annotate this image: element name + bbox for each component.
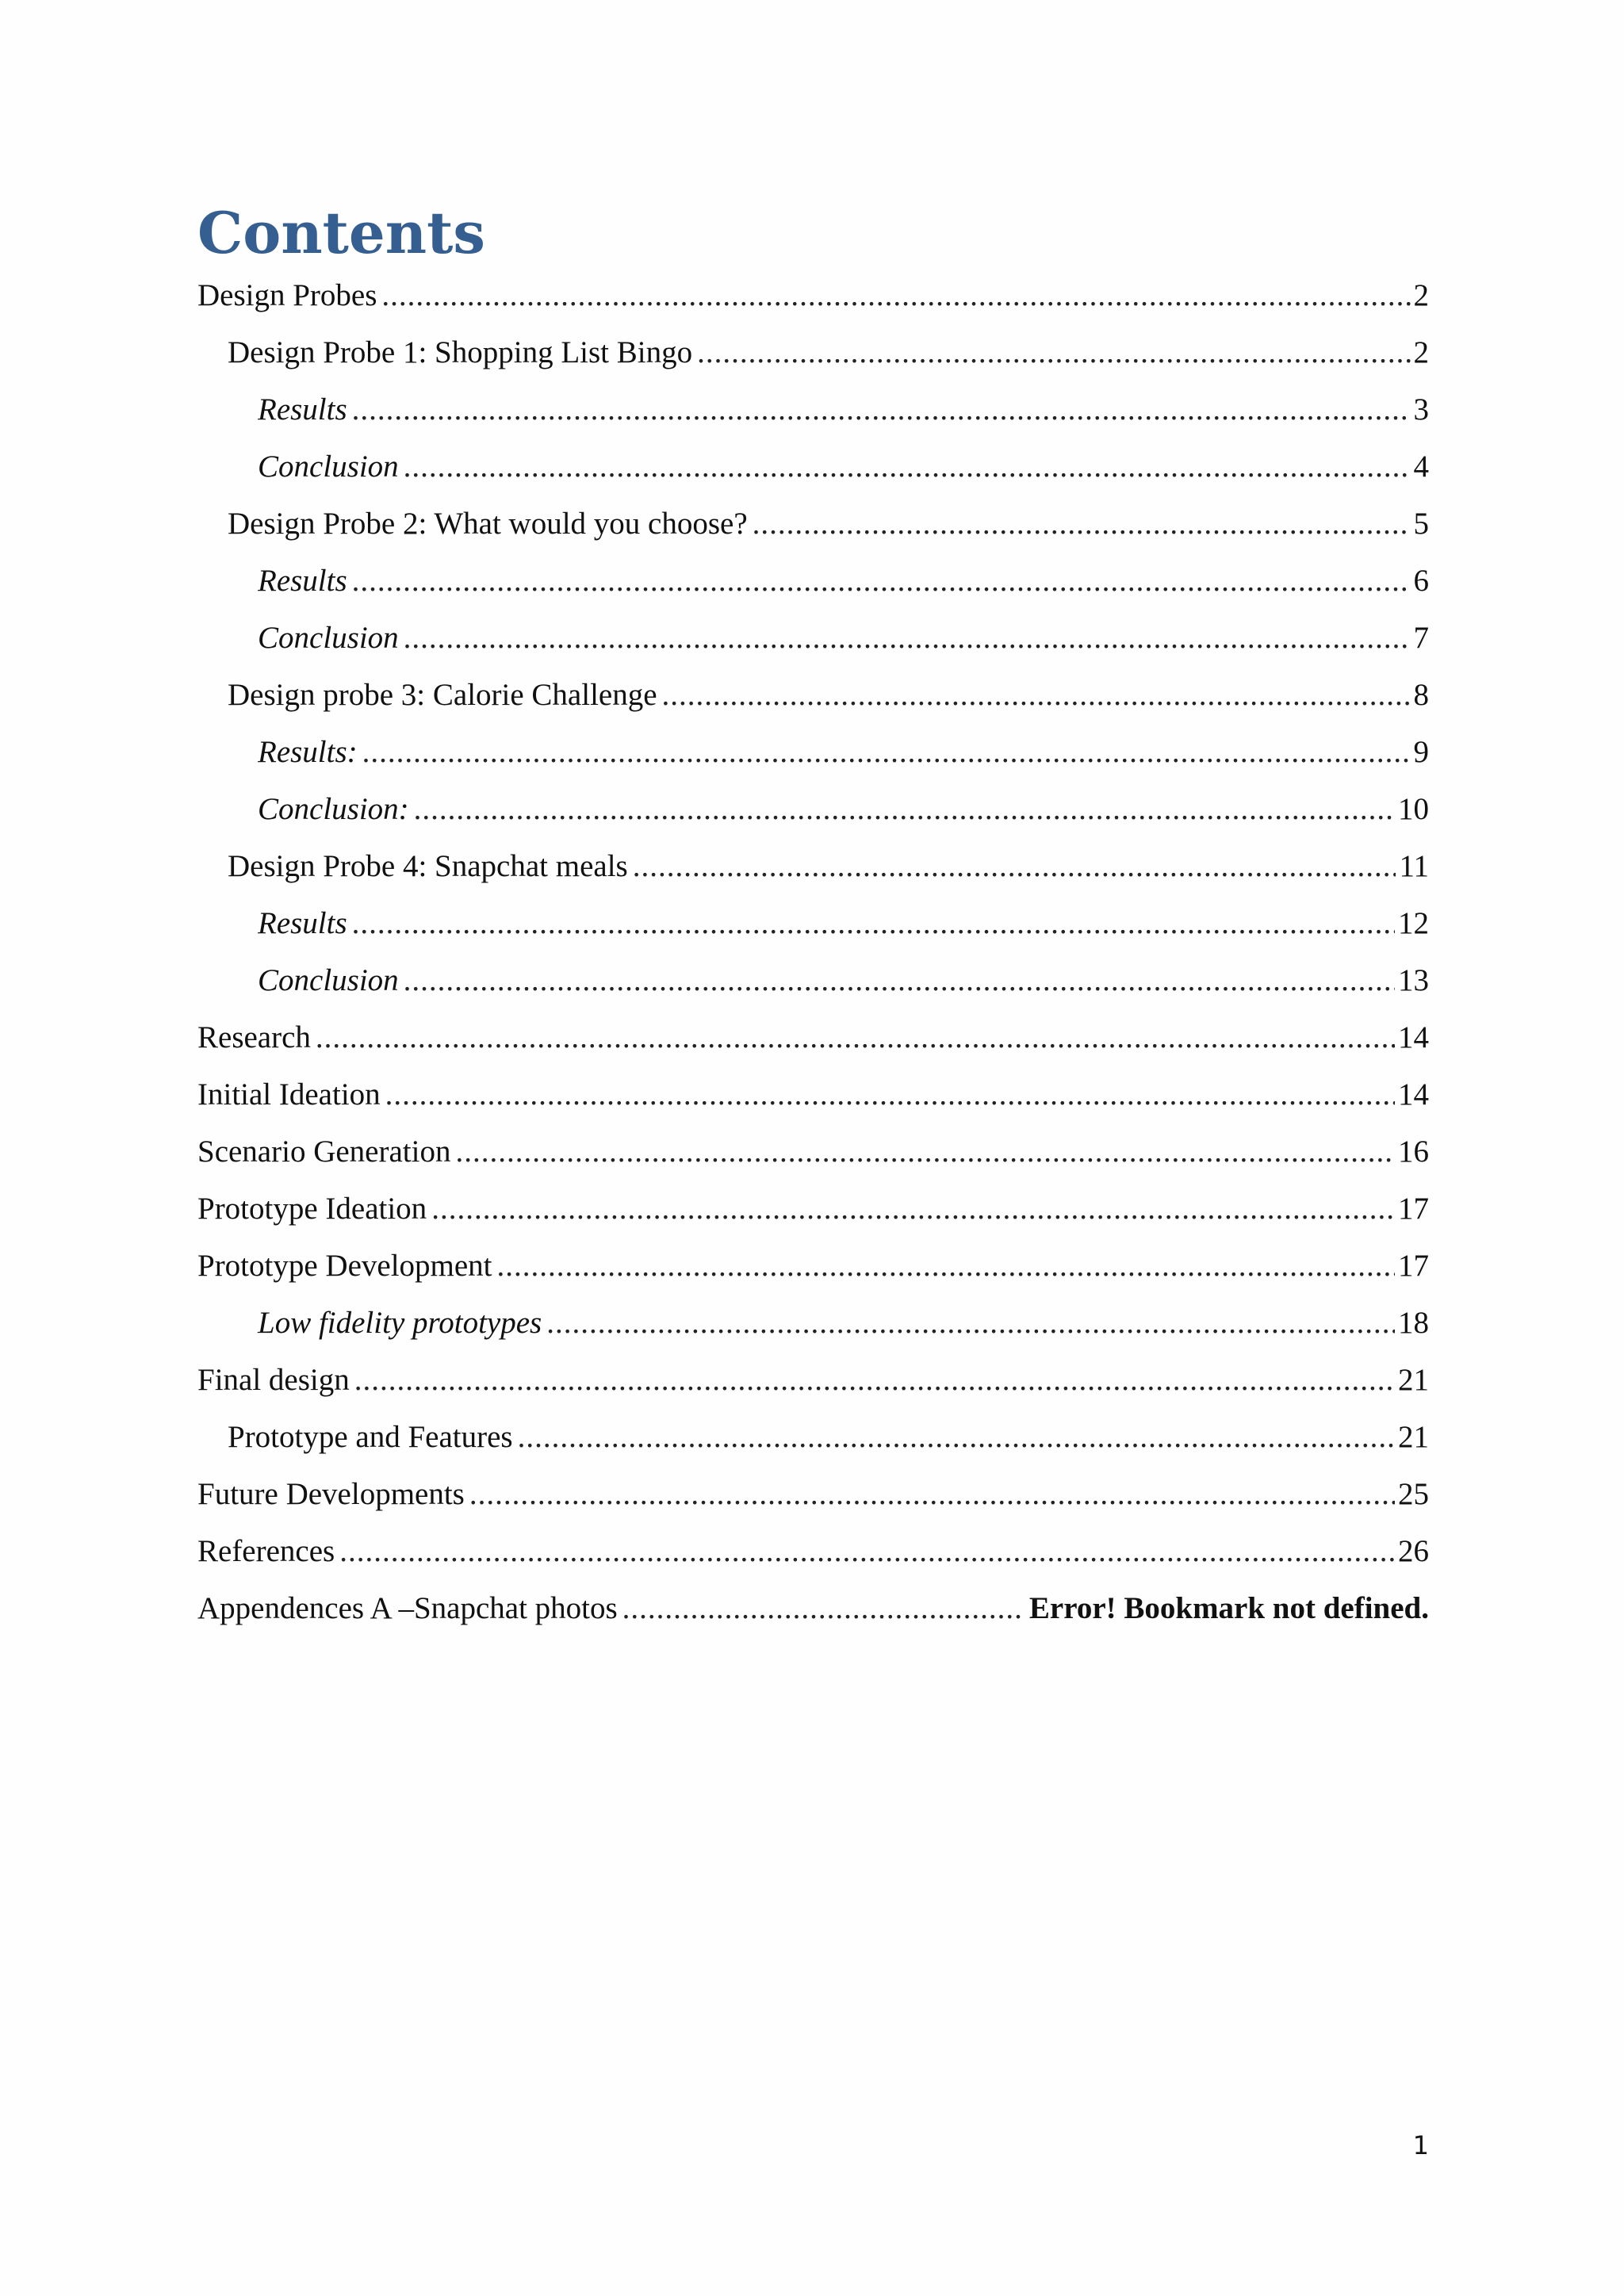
toc-entry[interactable] xyxy=(197,1009,1429,1066)
toc-entry-label: Prototype Development xyxy=(197,1249,492,1283)
toc-dot-leader xyxy=(518,1409,1395,1466)
toc-entry-label: Design Probes xyxy=(197,278,377,312)
table-of-contents xyxy=(197,267,1429,1637)
toc-entry[interactable] xyxy=(197,1409,1429,1466)
toc-dot-leader xyxy=(385,1066,1395,1123)
toc-dot-leader xyxy=(316,1009,1395,1066)
toc-dot-leader xyxy=(352,381,1411,438)
toc-dot-leader xyxy=(662,667,1411,724)
toc-dot-leader xyxy=(546,1295,1395,1352)
toc-dot-leader xyxy=(354,1352,1395,1409)
toc-dot-leader xyxy=(469,1466,1395,1523)
toc-entry-label: Scenario Generation xyxy=(197,1135,451,1169)
toc-dot-leader xyxy=(352,553,1411,610)
toc-dot-leader xyxy=(404,610,1411,667)
toc-entry[interactable] xyxy=(197,1523,1429,1580)
toc-entry[interactable] xyxy=(197,952,1429,1009)
toc-entry[interactable] xyxy=(197,1295,1429,1352)
toc-entry-label: Final design xyxy=(197,1363,350,1397)
toc-entry-page-number: 13 xyxy=(1398,963,1429,997)
toc-entry[interactable] xyxy=(197,553,1429,610)
toc-entry-label: Prototype and Features xyxy=(228,1420,513,1454)
toc-entry-label: References xyxy=(197,1534,335,1568)
toc-entry[interactable] xyxy=(197,1066,1429,1123)
contents-heading: Contents xyxy=(197,199,485,266)
toc-entry-label: Conclusion xyxy=(258,621,399,655)
toc-dot-leader xyxy=(753,496,1411,553)
toc-entry-page-number: 6 xyxy=(1413,564,1429,598)
toc-entry-label: Results: xyxy=(258,735,358,769)
toc-entry[interactable] xyxy=(197,1580,1429,1637)
toc-entry-page-number: 17 xyxy=(1398,1249,1429,1283)
toc-entry[interactable] xyxy=(197,895,1429,952)
toc-entry-label: Appendences A –Snapchat photos xyxy=(197,1591,618,1625)
toc-entry-page-number: 8 xyxy=(1413,678,1429,712)
toc-entry[interactable] xyxy=(197,610,1429,667)
toc-dot-leader xyxy=(622,1580,1023,1637)
toc-entry-page-number: 21 xyxy=(1398,1420,1429,1454)
toc-entry[interactable] xyxy=(197,381,1429,438)
toc-entry-label: Initial Ideation xyxy=(197,1077,381,1112)
toc-entry[interactable] xyxy=(197,1123,1429,1181)
toc-entry-label: Design Probe 4: Snapchat meals xyxy=(228,849,628,883)
toc-entry-page-number: 2 xyxy=(1413,278,1429,312)
toc-dot-leader xyxy=(381,267,1410,324)
toc-entry-page-number: 2 xyxy=(1413,335,1429,369)
toc-entry-label: Results xyxy=(258,906,347,940)
toc-entry-label: Prototype Ideation xyxy=(197,1192,427,1226)
toc-dot-leader xyxy=(352,895,1395,952)
toc-entry-page-number: 5 xyxy=(1413,507,1429,541)
toc-entry-page-number: 7 xyxy=(1413,621,1429,655)
toc-entry-page-number: 16 xyxy=(1398,1135,1429,1169)
toc-dot-leader xyxy=(404,952,1395,1009)
toc-entry-page-number: 25 xyxy=(1398,1477,1429,1511)
toc-entry-page-number: 11 xyxy=(1399,849,1429,883)
toc-dot-leader xyxy=(362,724,1411,781)
toc-entry-page-number: 14 xyxy=(1398,1020,1429,1054)
toc-dot-leader xyxy=(404,438,1411,496)
page-number: 1 xyxy=(1412,2130,1429,2160)
toc-dot-leader xyxy=(339,1523,1395,1580)
toc-entry-page-number: 3 xyxy=(1413,392,1429,427)
toc-entry[interactable] xyxy=(197,667,1429,724)
toc-entry[interactable] xyxy=(197,267,1429,324)
toc-entry-error-message: Error! Bookmark not defined. xyxy=(1028,1591,1429,1625)
toc-entry[interactable] xyxy=(197,438,1429,496)
toc-dot-leader xyxy=(414,781,1395,838)
toc-entry-label: Design Probe 2: What would you choose? xyxy=(228,507,748,541)
toc-entry-page-number: 4 xyxy=(1413,450,1429,484)
toc-entry-label: Conclusion xyxy=(258,450,399,484)
toc-entry-label: Design probe 3: Calorie Challenge xyxy=(228,678,657,712)
toc-dot-leader xyxy=(431,1181,1395,1238)
toc-entry[interactable] xyxy=(197,324,1429,381)
toc-dot-leader xyxy=(697,324,1410,381)
toc-dot-leader xyxy=(455,1123,1395,1181)
toc-entry-label: Results xyxy=(258,564,347,598)
toc-entry-page-number: 21 xyxy=(1398,1363,1429,1397)
toc-entry-label: Research xyxy=(197,1020,311,1054)
toc-entry[interactable] xyxy=(197,724,1429,781)
toc-entry-label: Results xyxy=(258,392,347,427)
toc-entry-page-number: 9 xyxy=(1413,735,1429,769)
toc-entry[interactable] xyxy=(197,1466,1429,1523)
toc-entry-label: Conclusion: xyxy=(258,792,409,826)
toc-entry-page-number: 18 xyxy=(1398,1306,1429,1340)
toc-entry[interactable] xyxy=(197,1352,1429,1409)
toc-entry[interactable] xyxy=(197,1181,1429,1238)
toc-entry-label: Design Probe 1: Shopping List Bingo xyxy=(228,335,693,369)
toc-dot-leader xyxy=(497,1238,1395,1295)
toc-entry-page-number: 12 xyxy=(1398,906,1429,940)
toc-dot-leader xyxy=(633,838,1396,895)
toc-entry-page-number: 17 xyxy=(1398,1192,1429,1226)
toc-entry[interactable] xyxy=(197,496,1429,553)
toc-entry-label: Future Developments xyxy=(197,1477,465,1511)
toc-entry-label: Low fidelity prototypes xyxy=(258,1306,542,1340)
toc-entry[interactable] xyxy=(197,1238,1429,1295)
toc-entry[interactable] xyxy=(197,781,1429,838)
toc-entry-page-number: 10 xyxy=(1398,792,1429,826)
toc-entry[interactable] xyxy=(197,838,1429,895)
toc-entry-label: Conclusion xyxy=(258,963,399,997)
toc-entry-page-number: 26 xyxy=(1398,1534,1429,1568)
toc-entry-page-number: 14 xyxy=(1398,1077,1429,1112)
